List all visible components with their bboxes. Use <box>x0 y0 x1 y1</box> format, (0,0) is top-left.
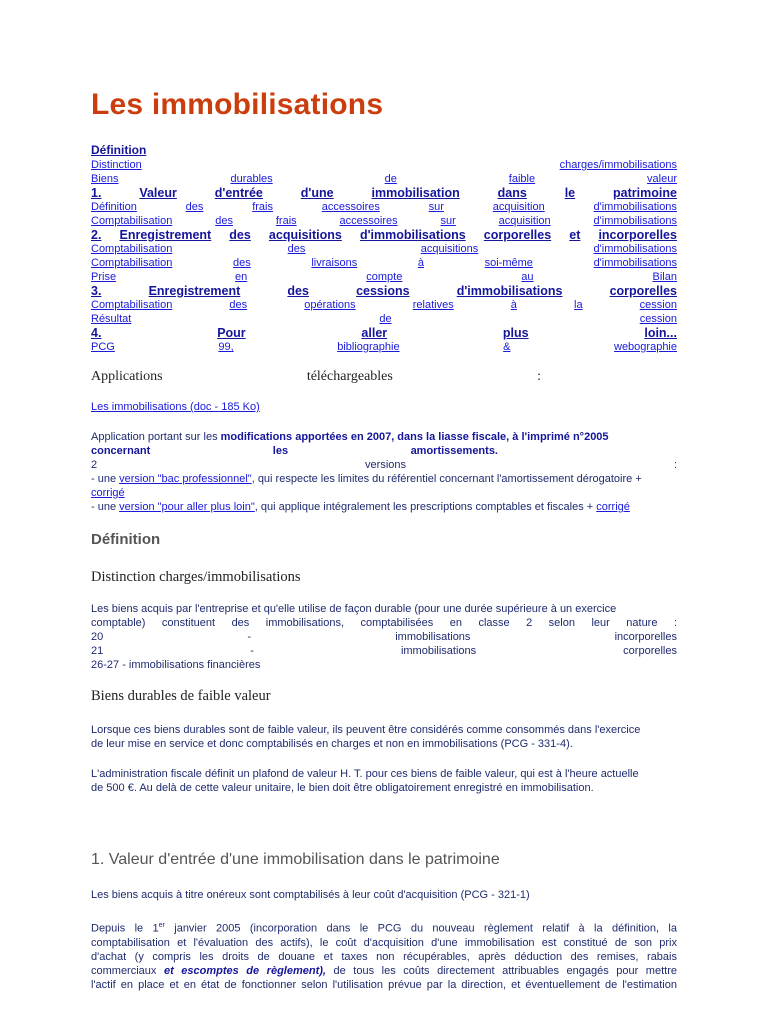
versions-colon: : <box>673 459 677 471</box>
dash: - <box>247 631 252 643</box>
toc-word[interactable]: webographie <box>614 341 677 353</box>
application-bold: modifications apportées en 2007, dans la liasse fiscale, à l'imprimé n°2005 <box>220 431 609 443</box>
download-row <box>91 400 677 414</box>
biens-paragraph-1 <box>91 723 677 751</box>
toc-word[interactable]: frais <box>252 201 273 213</box>
toc-word[interactable]: 3. <box>91 284 102 298</box>
version-bullet: - une <box>91 473 120 485</box>
toc-word[interactable]: charges/immobilisations <box>559 159 677 171</box>
toc-word[interactable]: la <box>574 299 583 311</box>
dash: - <box>250 645 254 657</box>
downloadable-word: téléchargeables <box>306 369 393 384</box>
application-concernant: concernant <box>91 445 151 457</box>
biens-line: L'administration fiscale définit un plafond de valeur H. T. pour ces biens de faible valeur, qui est à l'heure actuelle <box>91 768 639 780</box>
toc-item-link[interactable] <box>91 312 677 326</box>
text: commerciaux <box>91 964 164 977</box>
toc-word[interactable]: d'immobilisations <box>593 201 677 213</box>
toc-item-link[interactable] <box>91 172 677 186</box>
version-bac-pro-text: , qui respecte les limites du référentiel concernant l'amortissement dérogatoire + <box>251 473 642 485</box>
toc-word[interactable]: en <box>235 271 248 283</box>
toc-word[interactable]: bibliographie <box>337 341 400 353</box>
toc-section-link[interactable] <box>91 284 677 298</box>
toc-word[interactable]: loin... <box>644 326 677 340</box>
toc-item-link[interactable] <box>91 298 677 312</box>
toc-word[interactable]: patrimoine <box>613 186 677 200</box>
toc-word[interactable]: à <box>510 299 517 311</box>
toc-word[interactable]: corporelles <box>609 284 677 298</box>
definition-heading: Définition <box>91 531 161 548</box>
toc-word[interactable]: Enregistrement <box>148 284 241 298</box>
toc-word[interactable]: PCG <box>91 341 115 353</box>
toc-word[interactable]: Prise <box>91 271 117 283</box>
toc-item-link[interactable] <box>91 242 677 256</box>
distinction-paragraph <box>91 602 677 672</box>
corrige-plus-loin-link[interactable]: corrigé <box>596 501 630 513</box>
toc-word[interactable]: opérations <box>304 299 356 311</box>
toc-word[interactable]: & <box>503 341 511 353</box>
toc-definition-label[interactable]: Définition <box>91 143 147 157</box>
colon: : <box>537 369 541 384</box>
toc-word[interactable]: des <box>229 299 248 311</box>
toc-word[interactable]: soi-même <box>484 257 533 269</box>
toc-word[interactable]: accessoires <box>339 215 398 227</box>
text-line: l'actif en place et en état de fonctionner selon l'utilisation prévue par la direction, et éventuellement de l'estimation <box>91 978 677 991</box>
toc-section-link[interactable] <box>91 186 677 200</box>
class-21-row <box>91 644 677 658</box>
toc-word[interactable]: d'entrée <box>214 186 263 200</box>
toc-word[interactable]: des <box>185 201 204 213</box>
superscript: er <box>158 922 165 929</box>
toc-word[interactable]: compte <box>366 271 403 283</box>
toc-word[interactable]: 2. <box>91 228 102 242</box>
toc-word[interactable]: Pour <box>217 326 246 340</box>
class-type: incorporelles <box>614 631 677 643</box>
toc-word[interactable]: faible <box>508 173 536 185</box>
toc-word[interactable]: Comptabilisation <box>91 299 173 311</box>
bold-italic-text: et escomptes de règlement), <box>163 964 326 977</box>
toc-word[interactable]: des <box>287 284 309 298</box>
distinction-line-1: Les biens acquis par l'entreprise et qu'elle utilise de façon durable (pour une durée supérieure à un exercice <box>91 603 617 615</box>
toc-word[interactable]: acquisition <box>498 215 551 227</box>
toc-word[interactable]: valeur <box>647 173 677 185</box>
toc-word[interactable]: d'immobilisations <box>359 228 466 242</box>
toc-word[interactable]: Distinction <box>91 159 142 171</box>
applications-word: Applications <box>91 369 163 384</box>
toc-word[interactable]: de <box>384 173 397 185</box>
toc-word[interactable]: de <box>379 313 392 325</box>
class-code: 21 <box>91 645 104 657</box>
toc-word[interactable]: Enregistrement <box>119 228 212 242</box>
toc-word[interactable]: 4. <box>91 326 102 340</box>
application-intro: Application portant sur les <box>91 431 221 443</box>
toc-word[interactable]: dans <box>497 186 527 200</box>
text: de tous les coûts directement attribuables engagés pour mettre <box>325 964 677 977</box>
application-paragraph <box>91 430 677 514</box>
toc-word[interactable]: 1. <box>91 186 102 200</box>
biens-line: de 500 €. Au delà de cette valeur unitaire, le bien doit être obligatoirement enregistré en immobilisation. <box>91 782 594 794</box>
text: janvier 2005 (incorporation dans le PCG du nouveau règlement relatif à la définition, la <box>164 922 677 935</box>
page-title: Les immobilisations <box>91 88 384 121</box>
toc-section-link[interactable] <box>91 228 677 242</box>
toc-word[interactable]: cession <box>639 313 677 325</box>
toc-item-link[interactable] <box>91 270 677 284</box>
toc-word[interactable]: à <box>417 257 424 269</box>
toc-word[interactable]: d'immobilisations <box>456 284 563 298</box>
toc-word[interactable]: relatives <box>412 299 454 311</box>
toc-word[interactable]: et <box>569 228 581 242</box>
toc-word[interactable]: aller <box>361 326 388 340</box>
class-code: 20 <box>91 631 104 643</box>
version-bullet: - une <box>91 501 120 513</box>
versions-word: versions <box>365 459 407 471</box>
toc-word[interactable]: d'immobilisations <box>593 215 677 227</box>
biens-line: de leur mise en service et donc comptabilisés en charges et non en immobilisations (PCG - 331-4). <box>91 738 573 750</box>
text: Depuis le 1 <box>91 922 159 935</box>
version-bac-pro-link[interactable]: version "bac professionnel" <box>119 473 252 485</box>
toc-word[interactable]: des <box>215 215 233 227</box>
toc-word[interactable]: d'une <box>300 186 334 200</box>
toc-word[interactable]: acquisitions <box>420 243 479 255</box>
text-line: d'achat (y compris les droits de douane et taxes non récupérables, après déduction des remises, rabais <box>91 950 677 963</box>
text-line: comptabilisation et l'évaluation des actifs), le coût d'acquisition d'une immobilisation est constitué de son prix <box>91 936 677 949</box>
toc-word[interactable]: plus <box>502 326 529 340</box>
toc-word[interactable]: d'immobilisations <box>593 243 677 255</box>
toc-word[interactable]: Comptabilisation <box>91 215 173 227</box>
biens-line: Lorsque ces biens durables sont de faible valeur, ils peuvent être considérés comme consommés dans l'exercice <box>91 724 641 736</box>
toc-definition-link[interactable] <box>91 143 677 157</box>
download-doc-link[interactable]: Les immobilisations (doc - 185 Ko) <box>91 401 260 413</box>
toc-item-link[interactable] <box>91 158 677 172</box>
toc-item-link[interactable] <box>91 256 677 270</box>
toc-word[interactable]: cessions <box>356 284 410 298</box>
class-word: immobilisations <box>395 631 471 643</box>
toc-word[interactable]: au <box>521 271 534 283</box>
toc-word[interactable]: le <box>564 186 576 200</box>
version-plus-loin-text: , qui applique intégralement les prescriptions comptables et fiscales + <box>254 501 597 513</box>
class-20-row <box>91 630 677 644</box>
biens-paragraph-2 <box>91 767 677 795</box>
toc-word[interactable]: des <box>232 257 251 269</box>
section-1-heading: 1. Valeur d'entrée d'une immobilisation dans le patrimoine <box>91 851 500 868</box>
toc-word[interactable]: des <box>287 243 306 255</box>
corrige-bac-pro-link[interactable]: corrigé <box>91 487 125 499</box>
application-les: les <box>272 445 289 457</box>
toc-word[interactable]: livraisons <box>311 257 358 269</box>
toc-item-link[interactable] <box>91 340 677 354</box>
toc-word[interactable]: des <box>229 228 251 242</box>
toc-word[interactable]: Bilan <box>652 271 677 283</box>
toc-word[interactable]: sur <box>440 215 456 227</box>
class-26-27-row: 26-27 - immobilisations financières <box>91 659 261 671</box>
application-amortissements: amortissements. <box>410 445 498 457</box>
section-1-paragraph-2 <box>91 919 677 992</box>
class-word: immobilisations <box>400 645 477 657</box>
distinction-heading: Distinction charges/immobilisations <box>91 569 301 585</box>
toc-item-link[interactable] <box>91 214 677 228</box>
toc-word[interactable]: acquisition <box>492 201 545 213</box>
toc-word[interactable]: immobilisation <box>371 186 460 200</box>
toc-section-link[interactable] <box>91 326 677 340</box>
toc-word[interactable]: Résultat <box>91 313 132 325</box>
section-1-paragraph-1: Les biens acquis à titre onéreux sont comptabilisés à leur coût d'acquisition (PCG - 321-1) <box>91 889 530 901</box>
toc-word[interactable]: cession <box>639 299 677 311</box>
toc-word[interactable]: frais <box>275 215 297 227</box>
table-of-contents <box>91 143 677 354</box>
toc-word[interactable]: acquisitions <box>268 228 342 242</box>
toc-word[interactable]: durables <box>230 173 273 185</box>
class-type: corporelles <box>623 645 677 657</box>
toc-word[interactable]: 99, <box>218 341 234 353</box>
toc-word[interactable]: corporelles <box>483 228 552 242</box>
toc-word[interactable]: accessoires <box>321 201 380 213</box>
toc-word[interactable]: incorporelles <box>598 228 677 242</box>
toc-word[interactable]: d'immobilisations <box>593 257 677 269</box>
toc-word[interactable]: sur <box>428 201 444 213</box>
distinction-line-2: comptable) constituent des immobilisations, comptabilisées en classe 2 selon leur nature : <box>91 617 677 629</box>
toc-word[interactable]: Comptabilisation <box>91 257 173 269</box>
toc-word[interactable]: Comptabilisation <box>91 243 173 255</box>
toc-word[interactable]: Biens <box>91 173 119 185</box>
biens-heading: Biens durables de faible valeur <box>91 688 271 704</box>
toc-word[interactable]: Définition <box>91 201 137 213</box>
version-plus-loin-link[interactable]: version "pour aller plus loin" <box>119 501 255 513</box>
versions-count: 2 <box>91 459 98 471</box>
toc-word[interactable]: Valeur <box>139 186 177 200</box>
applications-heading <box>91 369 541 385</box>
toc-item-link[interactable] <box>91 200 677 214</box>
